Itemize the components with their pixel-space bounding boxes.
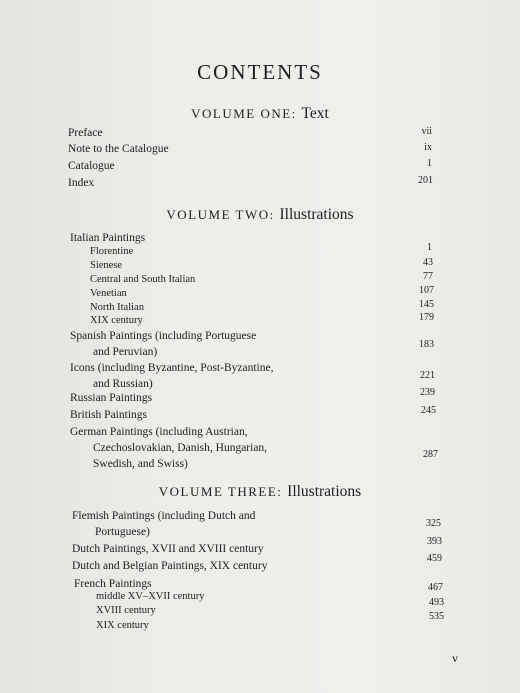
toc-page-number: 239 (420, 387, 435, 398)
toc-page-number: 467 (428, 582, 443, 593)
toc-page-number: 245 (421, 405, 436, 416)
toc-page-number: 221 (420, 370, 435, 381)
toc-entry-xix-century: XIX century (90, 315, 143, 326)
toc-page-number: 393 (427, 536, 442, 547)
volume-one-label: VOLUME ONE: (191, 106, 297, 121)
toc-page-number: 325 (426, 518, 441, 529)
volume-three-heading (0, 483, 520, 501)
toc-entry-dutch: Dutch Paintings, XVII and XVIII century (72, 543, 264, 555)
page-title: CONTENTS (197, 60, 323, 84)
toc-entry-french: French Paintings (74, 578, 152, 590)
volume-two-subheading: Illustrations (279, 206, 354, 223)
volume-two-label: VOLUME TWO: (166, 207, 275, 222)
toc-page-number: 183 (419, 339, 434, 350)
toc-page-number: 145 (419, 299, 434, 310)
toc-page-number: 77 (423, 271, 433, 282)
toc-page-number: 1 (427, 158, 432, 169)
toc-page-number: 459 (427, 553, 442, 564)
toc-page-number: 43 (423, 257, 433, 268)
toc-entry-french-xix: XIX century (96, 620, 149, 631)
toc-entry-central-south: Central and South Italian (90, 274, 196, 285)
toc-entry-catalogue: Catalogue (68, 160, 115, 172)
toc-page-number: 535 (429, 611, 444, 622)
toc-page-number: 493 (429, 597, 444, 608)
toc-entry-north-italian: North Italian (90, 302, 144, 313)
toc-entry-venetian: Venetian (90, 288, 127, 299)
toc-entry-german-cont2: Swedish, and Swiss) (93, 458, 188, 470)
toc-entry-german: German Paintings (including Austrian, (70, 426, 248, 438)
toc-page-number: 107 (419, 285, 434, 296)
toc-entry-french-xv-xvii: middle XV–XVII century (96, 591, 205, 602)
toc-entry-flemish: Flemish Paintings (including Dutch and (72, 510, 256, 522)
toc-page-number: 179 (419, 312, 434, 323)
page-folio: v (452, 651, 458, 665)
toc-entry-preface: Preface (68, 127, 103, 139)
toc-entry-russian: Russian Paintings (70, 392, 153, 404)
volume-two-heading (0, 206, 520, 224)
volume-three-label: VOLUME THREE: (158, 484, 283, 499)
toc-page-number: ix (424, 142, 432, 153)
toc-page-number: 201 (418, 175, 433, 186)
toc-entry-british: British Paintings (70, 409, 147, 421)
toc-page-number: 287 (423, 449, 438, 460)
toc-entry-note: Note to the Catalogue (68, 143, 169, 155)
toc-entry-index: Index (68, 177, 95, 189)
volume-one-subheading: Text (301, 105, 329, 122)
toc-entry-spanish-cont: and Peruvian) (93, 346, 158, 358)
toc-entry-dutch-belgian: Dutch and Belgian Paintings, XIX century (72, 560, 268, 572)
toc-entry-icons: Icons (including Byzantine, Post-Byzantine, (70, 362, 274, 374)
toc-entry-flemish-cont: Portuguese) (95, 526, 150, 538)
toc-entry-sienese: Sienese (90, 260, 123, 271)
toc-entry-florentine: Florentine (90, 246, 134, 257)
volume-three-subheading: Illustrations (287, 483, 362, 500)
toc-entry-spanish: Spanish Paintings (including Portuguese (70, 330, 257, 342)
toc-entry-german-cont1: Czechoslovakian, Danish, Hungarian, (93, 442, 268, 454)
toc-entry-icons-cont: and Russian) (93, 378, 153, 390)
toc-entry-italian: Italian Paintings (70, 232, 146, 244)
toc-entry-french-xviii: XVIII century (96, 605, 156, 616)
volume-one-heading (0, 105, 520, 123)
toc-page-number: 1 (427, 242, 432, 253)
toc-page-number: vii (421, 126, 432, 137)
